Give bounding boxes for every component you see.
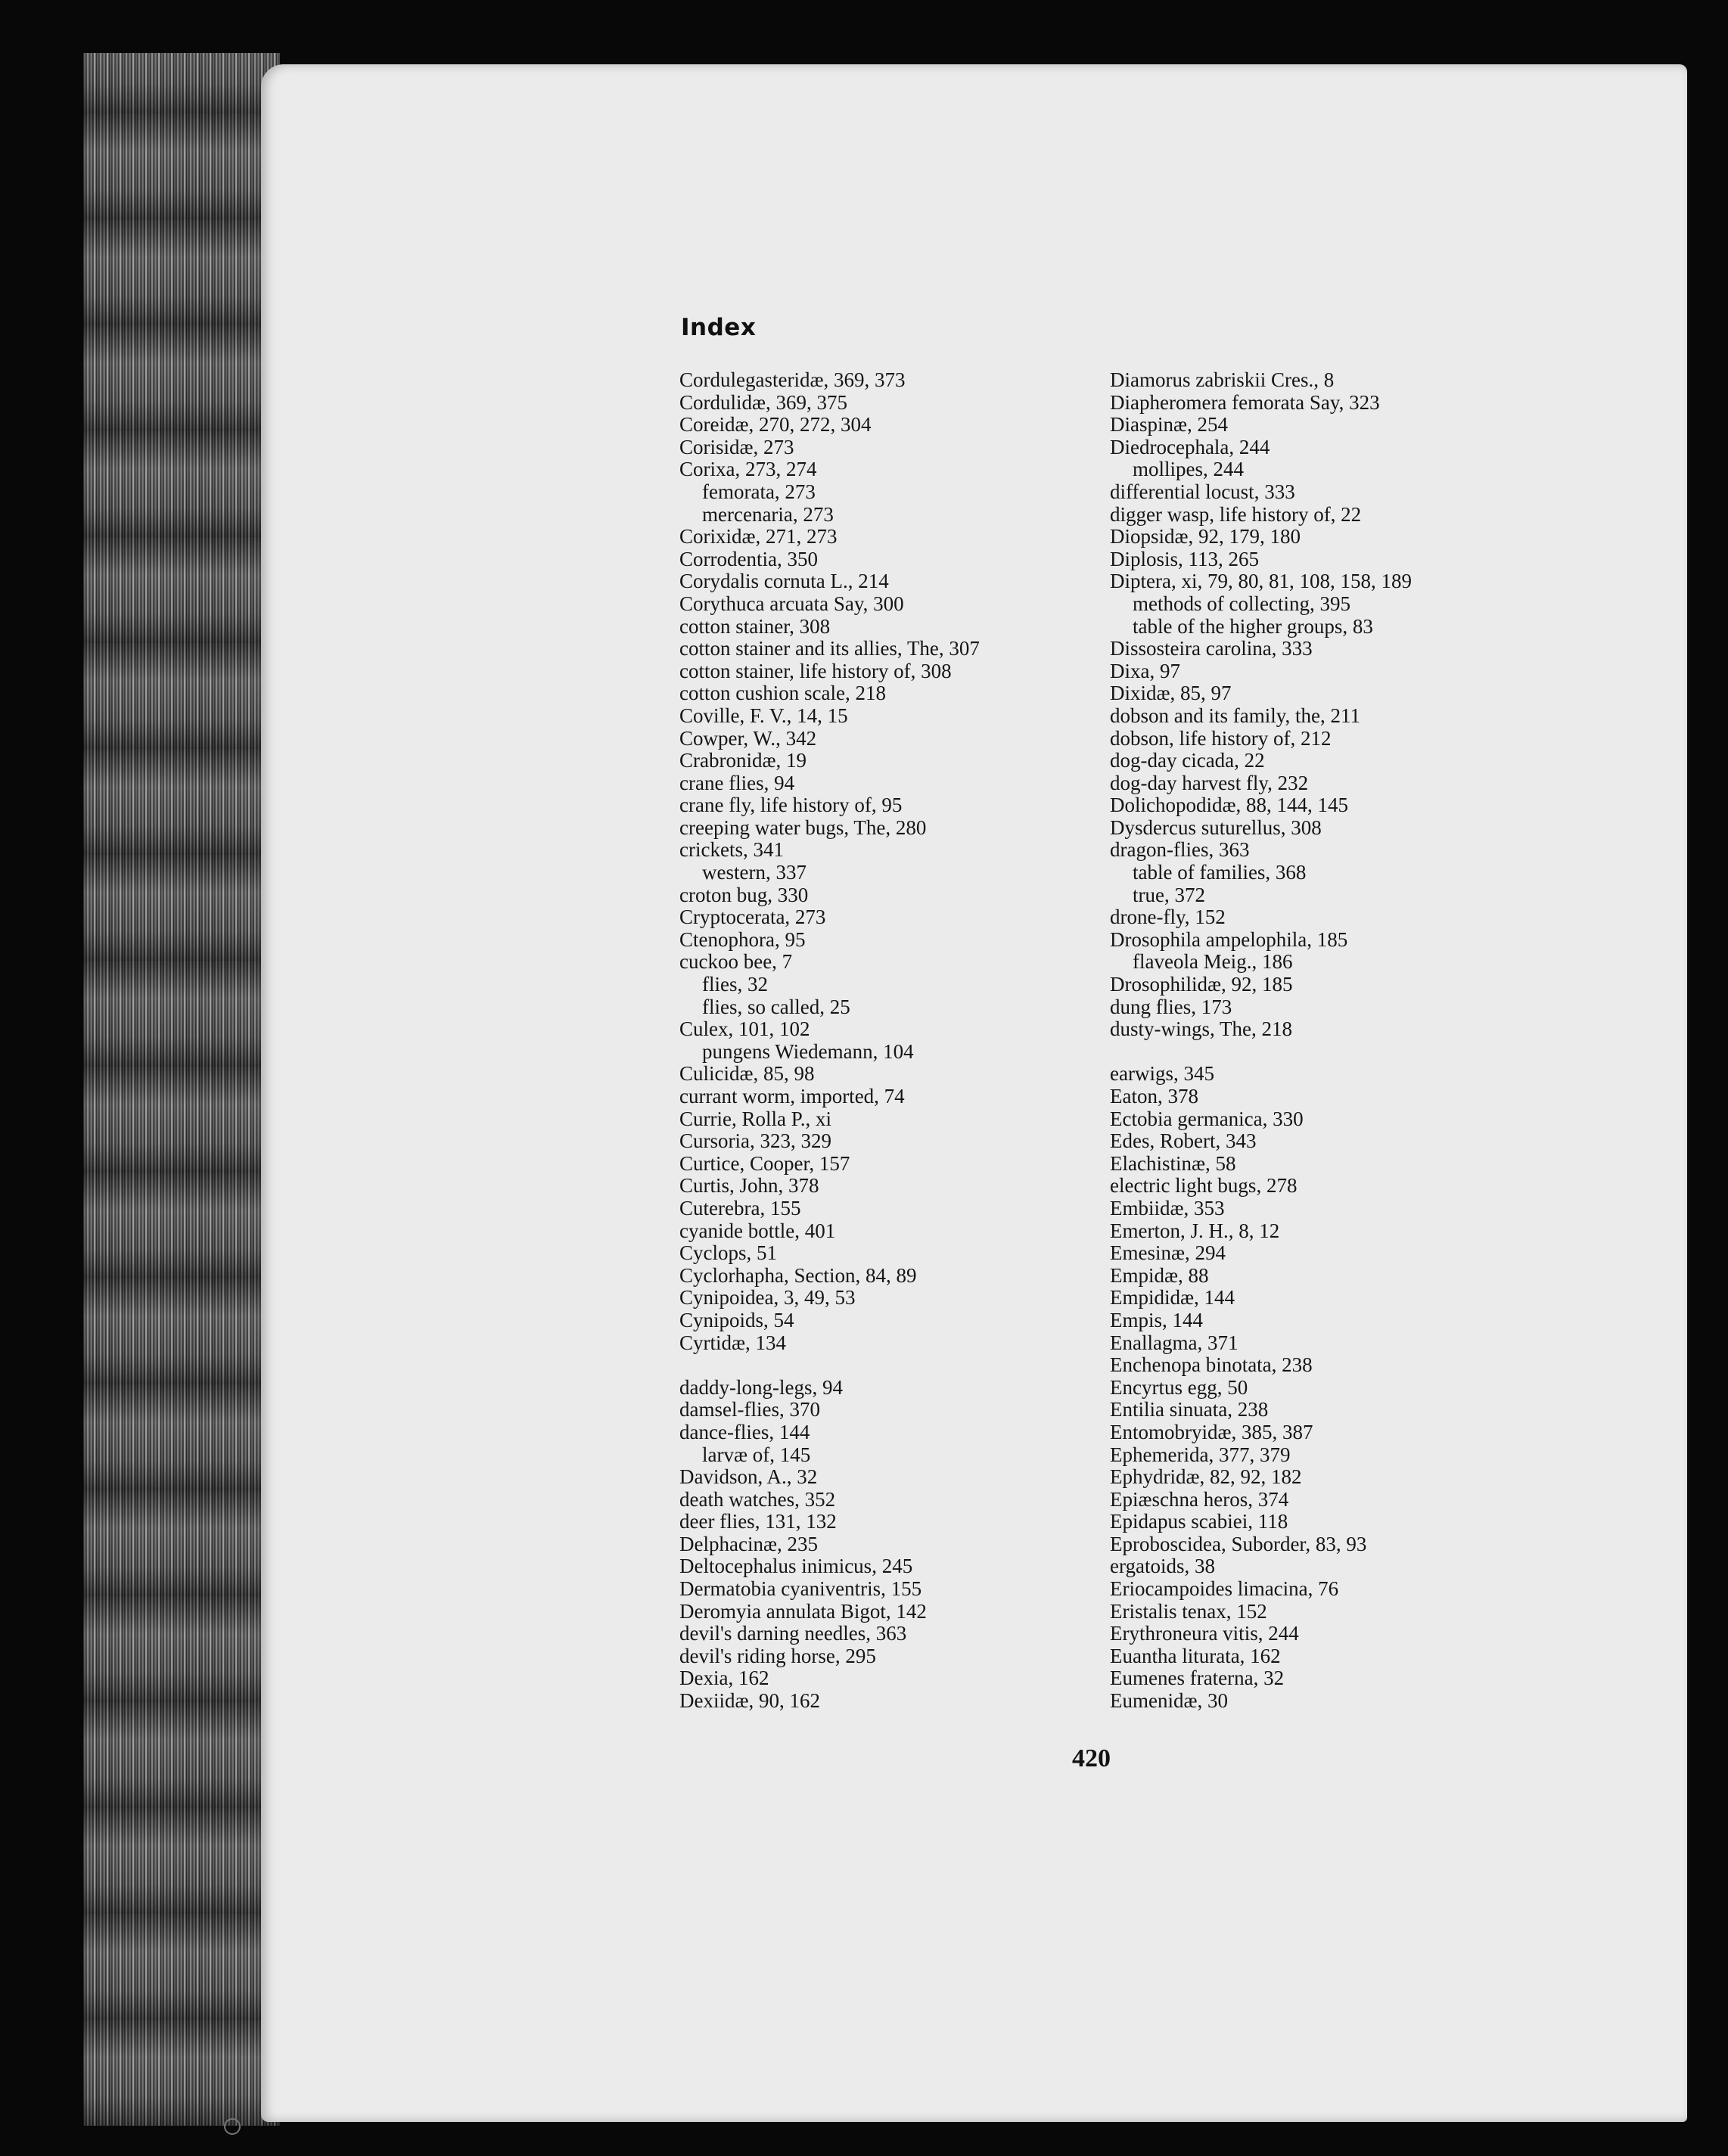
index-entry: cyanide bottle, 401 [679,1219,836,1242]
index-section-gap [679,1354,1103,1377]
index-entry: Diapheromera femorata Say, 323 [1110,390,1380,414]
index-entry: Dexia, 162 [679,1667,769,1690]
index-entry: Euantha liturata, 162 [1110,1644,1281,1667]
index-entry: dog-day cicada, 22 [1110,749,1265,772]
index-entry: crane flies, 94 [679,771,795,794]
index-entry: Dexiidæ, 90, 162 [679,1689,820,1713]
index-subentry: flies, 32 [702,973,768,996]
index-entry: Corythuca arcuata Say, 300 [679,592,904,615]
index-entry: Cynipoidea, 3, 49, 53 [679,1286,856,1309]
index-entry: Deltocephalus inimicus, 245 [679,1555,913,1578]
index-entry: Empidæ, 88 [1110,1263,1209,1287]
index-entry: Cynipoids, 54 [679,1308,794,1331]
index-entry: Dermatobia cyaniventris, 155 [679,1577,922,1601]
index-entry: Diamorus zabriskii Cres., 8 [1110,368,1335,391]
index-entry: Eproboscidea, Suborder, 83, 93 [1110,1532,1367,1555]
index-entry: damsel-flies, 370 [679,1398,820,1421]
index-entry: Eriocampoides limacina, 76 [1110,1577,1339,1601]
index-column-left [679,369,1103,1713]
index-entry: Ctenophora, 95 [679,927,806,951]
index-entry: Cursoria, 323, 329 [679,1129,831,1153]
index-entry: Culicidæ, 85, 98 [679,1062,815,1086]
index-entry: earwigs, 345 [1110,1062,1214,1086]
index-entry: Emerton, J. H., 8, 12 [1110,1219,1280,1242]
index-entry: Eristalis tenax, 152 [1110,1599,1267,1623]
index-subentry: table of families, 368 [1133,861,1307,884]
index-subentry: larvæ of, 145 [702,1443,811,1466]
index-entry: digger wasp, life history of, 22 [1110,502,1362,526]
index-entry: dobson and its family, the, 211 [1110,704,1360,727]
index-entry: daddy-long-legs, 94 [679,1375,843,1399]
index-subentry: mercenaria, 273 [702,502,834,526]
index-entry: Dysdercus suturellus, 308 [1110,815,1322,839]
index-entry: Diopsidæ, 92, 179, 180 [1110,525,1301,548]
index-entry: dragon-flies, 363 [1110,838,1250,862]
index-entry: Curtice, Cooper, 157 [679,1151,850,1175]
index-entry: Epidapus scabiei, 118 [1110,1510,1288,1533]
index-entry: Edes, Robert, 343 [1110,1129,1257,1153]
index-subentry: true, 372 [1133,883,1205,906]
index-entry: Dixa, 97 [1110,659,1180,682]
index-subentry: table of the higher groups, 83 [1133,614,1373,638]
index-entry: Corixa, 273, 274 [679,458,817,481]
index-entry: dog-day harvest fly, 232 [1110,771,1309,794]
corner-mark [224,2118,241,2135]
index-entry: devil's riding horse, 295 [679,1644,876,1667]
index-entry: Cowper, W., 342 [679,726,817,750]
index-entry: Empididæ, 144 [1110,1286,1235,1309]
index-entry: Empis, 144 [1110,1308,1204,1331]
index-entry: Diaspinæ, 254 [1110,413,1229,436]
index-entry: Embiidæ, 353 [1110,1196,1225,1219]
index-subentry: flies, so called, 25 [702,995,850,1018]
index-entry: cotton cushion scale, 218 [679,682,886,705]
index-entry: Dissosteira carolina, 333 [1110,637,1313,660]
index-subentry: pungens Wiedemann, 104 [702,1039,914,1063]
index-entry: Curtis, John, 378 [679,1174,819,1198]
index-subentry: flaveola Meig., 186 [1133,950,1293,974]
page-title: Index [681,314,757,341]
index-entry: drone-fly, 152 [1110,906,1226,929]
index-entry: Corydalis cornuta L., 214 [679,570,889,593]
index-entry: Cyrtidæ, 134 [679,1331,787,1354]
index-entry: currant worm, imported, 74 [679,1085,905,1108]
index-entry: Erythroneura vitis, 244 [1110,1622,1299,1645]
index-entry: ergatoids, 38 [1110,1555,1215,1578]
index-entry: Eumenes fraterna, 32 [1110,1667,1285,1690]
index-entry: Entomobryidæ, 385, 387 [1110,1420,1313,1443]
index-subentry: mollipes, 244 [1133,458,1244,481]
index-entry: electric light bugs, 278 [1110,1174,1298,1198]
index-entry: death watches, 352 [679,1487,836,1511]
index-entry: Diptera, xi, 79, 80, 81, 108, 158, 189 [1110,570,1412,593]
index-column-right [1110,369,1534,1713]
index-entry: Corixidæ, 271, 273 [679,525,838,548]
index-entry: Cordulidæ, 369, 375 [679,390,848,414]
index-entry: Diedrocephala, 244 [1110,435,1270,458]
index-entry: Encyrtus egg, 50 [1110,1375,1248,1399]
index-entry: crane fly, life history of, 95 [679,794,903,817]
index-entry: dusty-wings, The, 218 [1110,1017,1292,1041]
book-page-edges [83,53,280,2126]
index-entry: Dixidæ, 85, 97 [1110,682,1232,705]
index-entry: crickets, 341 [679,838,784,862]
index-entry: Davidson, A., 32 [679,1465,818,1489]
index-entry: differential locust, 333 [1110,480,1295,503]
index-entry: cotton stainer, life history of, 308 [679,659,952,682]
index-entry: Coville, F. V., 14, 15 [679,704,848,727]
index-entry: croton bug, 330 [679,883,809,906]
index-entry: Deromyia annulata Bigot, 142 [679,1599,927,1623]
index-subentry: western, 337 [702,861,807,884]
index-entry: Coreidæ, 270, 272, 304 [679,413,872,436]
index-subentry: femorata, 273 [702,480,816,503]
index-entry: Drosophila ampelophila, 185 [1110,927,1348,951]
page-number: 420 [1072,1744,1111,1772]
index-entry: Enchenopa binotata, 238 [1110,1353,1313,1377]
index-entry: Delphacinæ, 235 [679,1532,818,1555]
index-entry: Eumenidæ, 30 [1110,1689,1228,1713]
index-entry: Ectobia germanica, 330 [1110,1107,1304,1130]
index-entry: Eaton, 378 [1110,1085,1198,1108]
index-entry: Crabronidæ, 19 [679,749,807,772]
index-entry: devil's darning needles, 363 [679,1622,907,1645]
index-entry: dobson, life history of, 212 [1110,726,1332,750]
index-entry: Cyclorhapha, Section, 84, 89 [679,1263,917,1287]
index-subentry: methods of collecting, 395 [1133,592,1350,615]
index-entry: dung flies, 173 [1110,995,1232,1018]
index-entry: Epiæschna heros, 374 [1110,1487,1289,1511]
index-entry: Ephydridæ, 82, 92, 182 [1110,1465,1302,1489]
index-entry: Cyclops, 51 [679,1241,778,1265]
index-entry: Entilia sinuata, 238 [1110,1398,1269,1421]
index-entry: Cordulegasteridæ, 369, 373 [679,368,906,391]
index-entry: Ephemerida, 377, 379 [1110,1443,1291,1466]
index-entry: Dolichopodidæ, 88, 144, 145 [1110,794,1348,817]
index-entry: Cryptocerata, 273 [679,906,826,929]
index-entry: cotton stainer and its allies, The, 307 [679,637,980,660]
index-entry: creeping water bugs, The, 280 [679,815,927,839]
index-entry: Diplosis, 113, 265 [1110,547,1260,570]
index-entry: Culex, 101, 102 [679,1017,810,1041]
index-section-gap [1110,1041,1534,1064]
index-entry: Enallagma, 371 [1110,1331,1239,1354]
index-entry: Corisidæ, 273 [679,435,794,458]
index-entry: Currie, Rolla P., xi [679,1107,831,1130]
index-entry: Elachistinæ, 58 [1110,1151,1236,1175]
index-entry: Corrodentia, 350 [679,547,818,570]
index-entry: Drosophilidæ, 92, 185 [1110,973,1293,996]
index-entry: Emesinæ, 294 [1110,1241,1226,1265]
index-entry: cotton stainer, 308 [679,614,831,638]
index-entry: deer flies, 131, 132 [679,1510,837,1533]
index-entry: Cuterebra, 155 [679,1196,801,1219]
index-entry: dance-flies, 144 [679,1420,810,1443]
index-entry: cuckoo bee, 7 [679,950,793,974]
